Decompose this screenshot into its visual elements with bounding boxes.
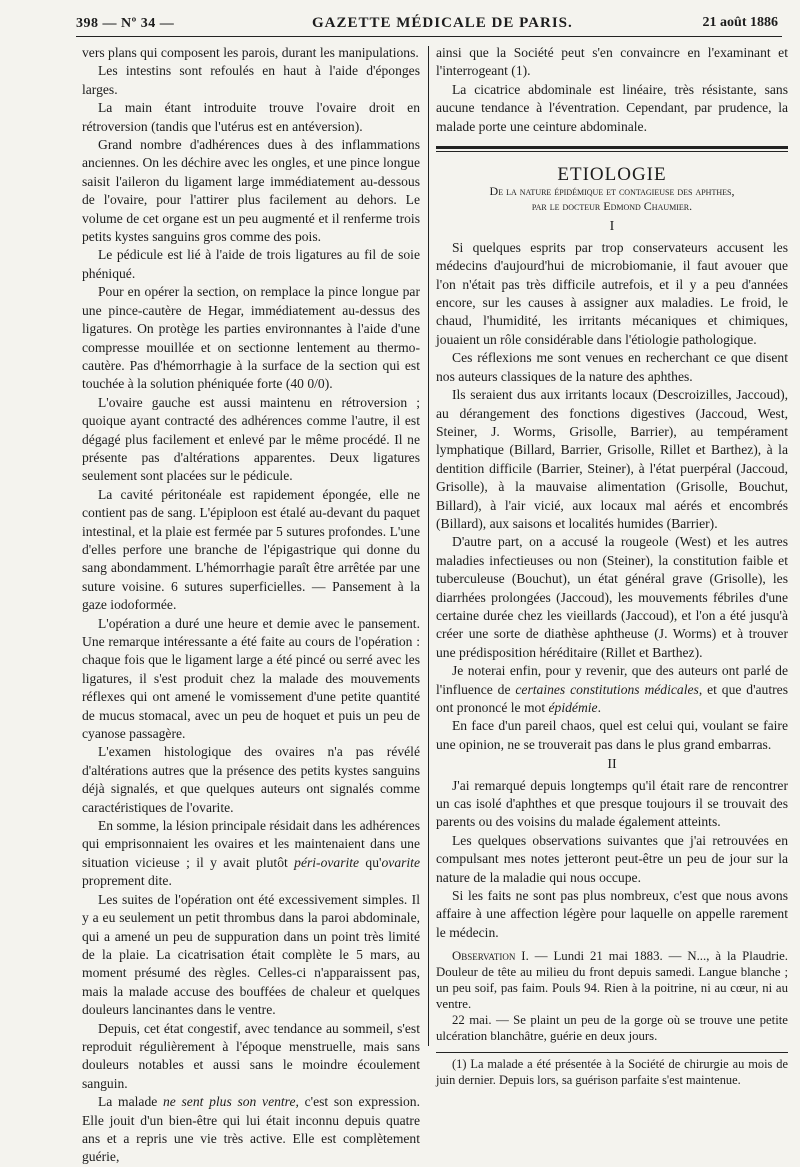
section-separator (436, 146, 788, 152)
text-run: proprement dite. (82, 873, 172, 889)
paragraph: En face d'un pareil chaos, quel est celui qui, voulant se faire une opinion, ne se trouverait pas dans le plus grand embarras. (436, 718, 788, 752)
paragraph: Ces réflexions me sont venues en recherchant ce que disent nos auteurs classiques de la nature des aphthes. (436, 350, 788, 384)
paragraph: Pour en opérer la section, on remplace la pince longue par une pince-cautère de Hegar, immédiatement au-dessus des ligatures. On protège les parties environnantes à l'aide d'une compresse mouillée et on sectionne lentement au thermo-cautère. Pas d'hémorrhagie à la surface de la section qui est touchée à la solution phéniquée forte (40 0/0). (82, 284, 420, 392)
paragraph: Si quelques esprits par trop conservateurs accusent les médecins d'aujourd'hui de microbiomanie, il faut avouer que l'on n'était pas très difficile autrefois, et il y a peu d'années encore, sur les causes à assigner aux maladies. Le froid, le chaud, l'humidité, les irritants mécaniques et chimiques, jouaient un rôle considérable dans l'étiologie pathologique. (436, 239, 788, 347)
left-column (82, 44, 420, 1167)
page-number: 398 — Nº 34 — (76, 16, 175, 31)
part-number: II (607, 757, 617, 773)
emphasis: certaines constitutions médicales (515, 681, 699, 697)
text-run: c'est son expression. Elle jouit d'un bien-être qui lui était inconnu depuis quatre ans et a repris une vie très active. Elle est complètement guérie, (82, 1094, 420, 1165)
observation-label: Observation I. (452, 949, 529, 964)
text-run: , et que d'autres ont prononcé le mot (436, 681, 788, 715)
text-run: Je noterai enfin, pour y revenir, que des auteurs ont parlé de l'influence de (436, 663, 788, 697)
text-run: . (597, 700, 601, 715)
paragraph: La main étant introduite trouve l'ovaire droit en rétroversion (tandis que l'utérus est en antéversion). (82, 100, 420, 134)
emphasis: ovarite (381, 854, 420, 870)
emphasis: épidémie (548, 700, 598, 715)
paragraph (436, 662, 788, 717)
journal-title: GAZETTE MÉDICALE DE PARIS. (312, 15, 573, 31)
paragraph: ainsi que la Société peut s'en convaincre en l'examinant et l'interrogeant (1). (436, 45, 788, 79)
text-run: En somme, la lésion principale résidait dans les adhérences qui emprisonnaient les ovaires et les maintenaient dans une situation vicieuse ; il y avait plutôt (82, 818, 420, 870)
emphasis: péri-ovarite (294, 854, 360, 870)
right-column (436, 44, 788, 1088)
text-run: qu' (359, 854, 382, 870)
paragraph: L'examen histologique des ovaires n'a pas révélé d'altérations autres que la présence des petits kystes sanguins déjà signalés, et que quelques auteurs ont signalés comme caractéristiques de l'ovarite. (82, 744, 420, 815)
emphasis: ne sent plus son ventre, (162, 1094, 299, 1110)
article-author: par le docteur Edmond Chaumier. (531, 199, 693, 214)
paragraph: Grand nombre d'adhérences dues à des inflammations anciennes. On les déchire avec les ongles, et une pince longue saisit l'aileron du ligament large immédiatement au-dessous de l'ovaire, pour l'attirer plus facilement au dehors. Le volume de cet organe est un peu augmenté et il renferme trois petits kystes sanguins gros comme des pois. (82, 137, 420, 245)
section-title: ETIOLOGIE (557, 164, 667, 186)
observation-paragraph (436, 948, 788, 1012)
paragraph: L'ovaire gauche est aussi maintenu en rétroversion ; quoique ayant contracté des adhérences comme l'autre, il est dégagé plus facilement et enlevé par le même procédé. Il ne présente pas d'altérations apparentes. Deux ligatures seulement sont placées sur le pédicule. (82, 394, 420, 484)
paragraph (82, 817, 420, 891)
paragraph: Les quelques observations suivantes que j'ai retrouvées en compulsant mes notes jetteront peut-être un peu de jour sur la nature de la maladie qui nous occupe. (436, 832, 788, 885)
running-head (76, 10, 782, 37)
paragraph: L'opération a duré une heure et demie avec le pansement. Une remarque intéressante a été faite au cours de l'opération : chaque fois que le ligament large a été pincé ou serré avec les ligatures, il s'est produit chez la malade des mouvements réflexes qui ont amené le vomissement d'une petite quantité de mucus stomacal, avec un peu de hoquet et puis un peu de cyanose passagère. (82, 615, 420, 742)
column-divider (428, 46, 429, 1046)
paragraph: D'autre part, on a accusé la rougeole (West) et les autres maladies infectieuses ou non (Steiner), la constitution faible et tuberculeuse (Bouchut), un état général grave (Grisolle), les diarrhées prolongées (Jaccoud), les mouvements fébriles d'une certaine durée chez les vieillards (Jaccoud), et l'on a été jusqu'à créer une sorte de diathèse aphtheuse (J. Worms) et à trouver une prédisposition héréditaire (Rillet et Barthez). (436, 534, 788, 660)
paragraph: Si les faits ne sont pas plus nombreux, c'est que nous avons affaire à une affection légère pour laquelle on appelle rarement le médecin. (436, 888, 788, 940)
part-number: I (609, 219, 615, 235)
issue-date: 21 août 1886 (702, 15, 778, 30)
paragraph: J'ai remarqué depuis longtemps qu'il était rare de rencontrer un cas isolé d'aphthes et que presque toujours il se trouvait des parents ou des voisins du malade également atteints. (436, 777, 788, 830)
paragraph: Les intestins sont refoulés en haut à l'aide d'éponges larges. (82, 63, 420, 97)
paragraph: Ils seraient dus aux irritants locaux (Descroizilles, Jaccoud), au dérangement des fonctions digestives (Jaccoud, West, Steiner, J. Worms, Grisolle, Barrier), au tempérament lymphatique (Billard, Barrier, Grisolle, Rillet et Barthez), à la dentition difficile (Barrier, Steiner), à l'état puerpéral (Jaccoud, Grisolle), à la mauvaise alimentation (Grisolle, Bouchut, Billard), à l'air vicié, aux locaux mal aérés et encombrés (Billard), aux saisons et localités humides (Barrier). (436, 387, 788, 531)
footnote: (1) La malade a été présentée à la Société de chirurgie au mois de juin dernier. Depuis lors, sa guérison parfaite s'est maintenue. (436, 1057, 788, 1087)
article-title (442, 184, 782, 214)
footnote-rule (436, 1052, 788, 1053)
text-run: — Lundi 21 mai 1883. — N..., à la Plaudrie. Douleur de tête au milieu du front depuis samedi. Langue blanche ; un peu soif, pas faim. Pouls 94. Rien à la poitrine, ni au cœur, ni au ventre. (436, 949, 788, 1012)
paragraph: Les suites de l'opération ont été excessivement simples. Il y a eu seulement un petit thrombus dans la paroi abdominale, qui a amené un peu de suppuration dans un point très limité de la plaie. La cicatrisation était complète le 5 mars, au moment présumé des règles. Celles-ci n'apparaissent pas, mais la malade accuse des bouffées de chaleur et quelques douleurs lancinantes dans le ventre. (82, 891, 420, 1018)
paragraph: Depuis, cet état congestif, avec tendance au sommeil, s'est reproduit régulièrement à l'époque menstruelle, mais sans douleurs notables et aussi sans le moindre écoulement sanguin. (82, 1020, 420, 1091)
paragraph: Le pédicule est lié à l'aide de trois ligatures au fil de soie phéniqué. (82, 247, 420, 281)
paragraph: La cavité péritonéale est rapidement épongée, elle ne contient pas de sang. L'épiploon est étalé au-devant du paquet intestinal, et la plaie est fermée par 5 sutures profondes. L'une d'elles perfore une branche de l'épigastrique qui donne du sang abondamment. L'hémorrhagie paraît être arrêtée par une suture voisine. 6 sutures superficielles. — Pansement à la gaze iodoformée. (82, 486, 420, 613)
observation-paragraph: 22 mai. — Se plaint un peu de la gorge où se trouve une petite ulcération blanchâtre, guérie en deux jours. (436, 1013, 788, 1044)
article-title-line: De la nature épidémique et contagieuse des aphthes, (489, 184, 735, 199)
paragraph: La cicatrice abdominale est linéaire, très résistante, sans aucune tendance à l'éventration. Cependant, par prudence, la malade porte une ceinture abdominale. (436, 81, 788, 134)
text-run: La malade (98, 1094, 163, 1110)
paragraph: vers plans qui composent les parois, durant les manipulations. (82, 45, 419, 60)
paragraph (82, 1093, 420, 1167)
